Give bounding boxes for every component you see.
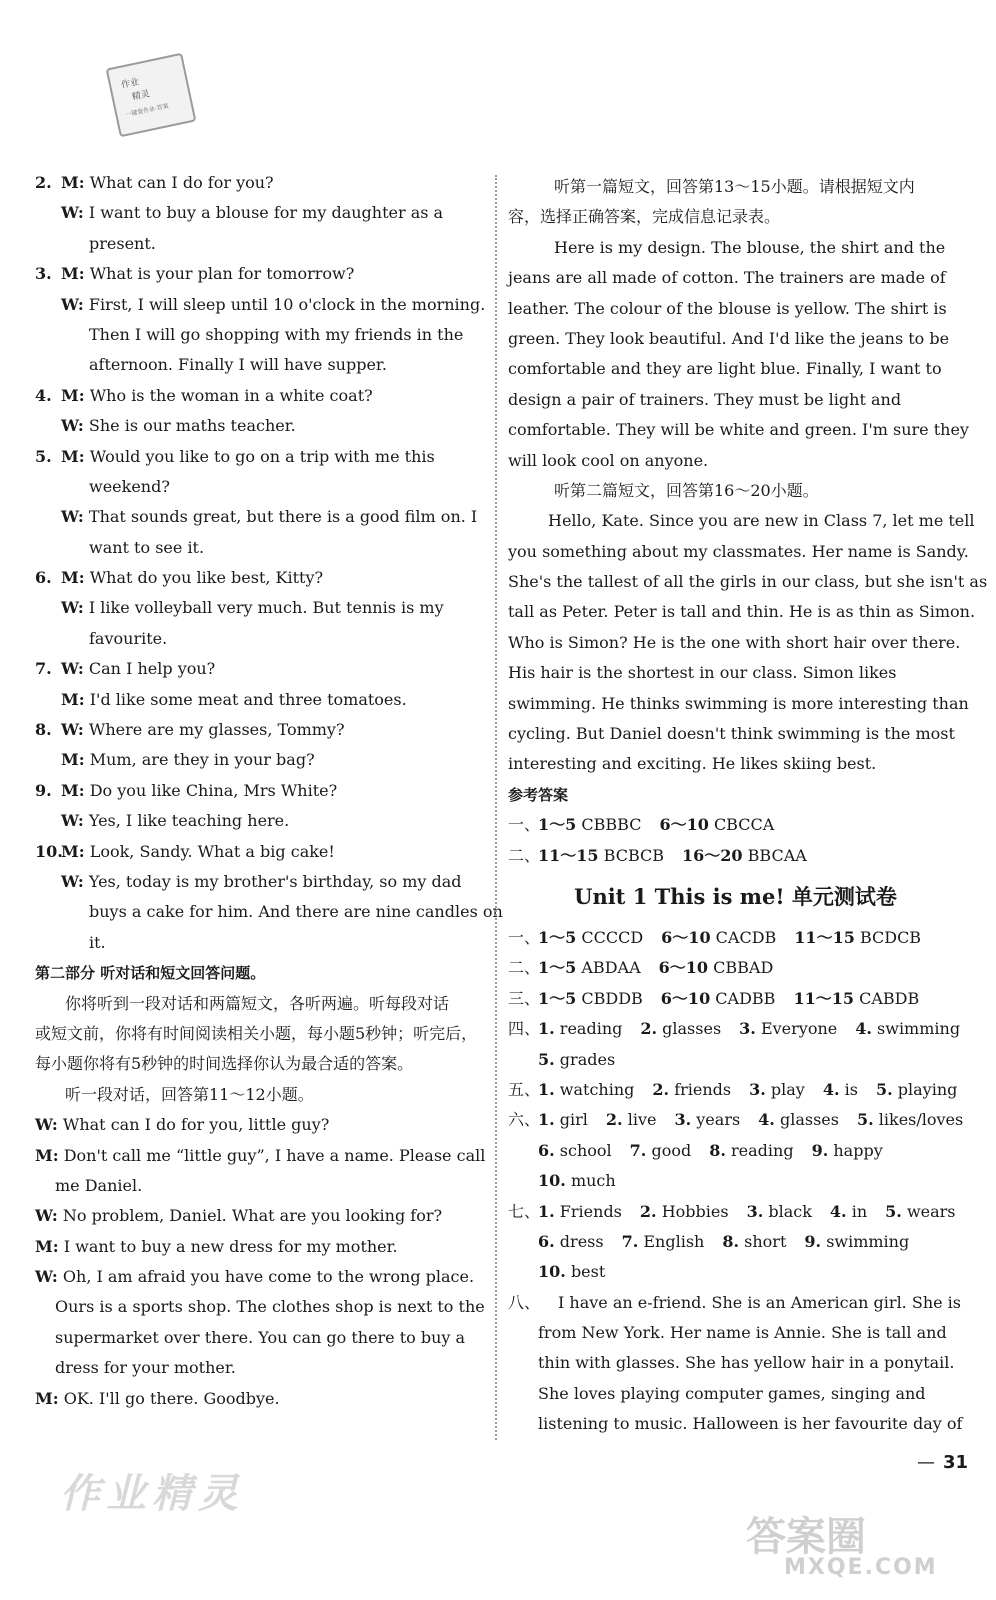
passage-line: His hair is the shortest in our class. Simon likes (508, 663, 897, 683)
intro-line: 或短文前，你将有时间阅读相关小题，每小题5秒钟；听完后， (35, 1023, 478, 1043)
passage-line: cycling. But Daniel doesn't think swimming is the most (508, 724, 955, 744)
answer-value: good (651, 1140, 692, 1160)
item-number: 2. (35, 173, 52, 192)
speaker-tag: W: (61, 871, 84, 891)
answer-section: 二、 (508, 958, 541, 978)
dialogue-line (35, 1384, 483, 1414)
answer-section: 八、 (508, 1292, 541, 1312)
answer-value: ABDAA (581, 958, 641, 978)
item-number: 9. (35, 780, 52, 800)
dialogue-line (35, 229, 483, 259)
answer-value: play (770, 1079, 805, 1099)
speaker-tag: M: (35, 1236, 59, 1256)
line-text: She is our maths teacher. (88, 416, 296, 436)
passage-line: tall as Peter. Peter is tall and thin. He is as thin as Simon. (508, 602, 976, 622)
answer-label: 7. (621, 1231, 639, 1251)
dialogue-line (35, 715, 483, 745)
speaker-tag: M: (61, 841, 85, 861)
passage-heading: 听第一篇短文，回答第13～15小题。请根据短文内 (554, 177, 915, 196)
answer-label: 5. (856, 1110, 874, 1130)
answer-value: likes/loves (878, 1110, 964, 1130)
passage-line: will look cool on anyone. (508, 450, 709, 470)
speaker-tag: W: (61, 507, 84, 527)
passage-line: Hello, Kate. Since you are new in Class 7, let me tell (548, 511, 975, 531)
intro-line: 你将听到一段对话和两篇短文，各听两遍。听每段对话 (65, 993, 450, 1013)
dialogue-line (35, 1292, 483, 1322)
speaker-tag: W: (61, 294, 84, 314)
essay-line (508, 1409, 963, 1439)
answer-value: black (768, 1201, 812, 1221)
passage-line: Here is my design. The blouse, the shirt and the (554, 237, 946, 257)
answer-section: 四、 (508, 1019, 541, 1039)
answer-label: 7. (629, 1140, 647, 1160)
answer-label: 6～10 (661, 927, 711, 947)
answer-label: 3. (749, 1079, 766, 1099)
item-number: 8. (35, 720, 52, 740)
answer-label: 1～5 (538, 958, 577, 978)
page-dash: — (916, 1452, 935, 1473)
dialogue-line (35, 1141, 486, 1171)
answer-range: 6～10 (659, 815, 709, 835)
answer-label: 1. (538, 1019, 555, 1039)
answer-row (508, 1014, 963, 1044)
answer-section: 七、 (508, 1201, 541, 1221)
answer-value: much (570, 1171, 616, 1191)
line-text: What can I do for you? (89, 173, 274, 192)
essay-line (508, 1288, 963, 1318)
dialogue-line (35, 806, 483, 836)
line-text: I want to buy a new dress for my mother. (63, 1236, 398, 1256)
speaker-tag: W: (61, 203, 84, 223)
left-column (35, 168, 503, 1414)
unit-title: Unit 1 This is me! 单元测试卷 (574, 883, 897, 909)
answer-row (508, 1075, 963, 1105)
essay-line (508, 1348, 963, 1378)
passage-line: swimming. He thinks swimming is more interesting than (508, 693, 969, 713)
answer-value: reading (731, 1140, 794, 1160)
answer-label: 3. (674, 1110, 692, 1130)
essay-line (508, 1379, 963, 1409)
speaker-tag: M: (61, 689, 85, 709)
answer-label: 5. (885, 1201, 902, 1221)
dialogue-line (35, 350, 483, 380)
column-divider (495, 175, 497, 1440)
stamp-line2: 精灵 (131, 89, 151, 103)
dialogue-line (35, 776, 483, 806)
answer-label: 10. (538, 1262, 566, 1282)
line-text: Mum, are they in your bag? (89, 750, 315, 770)
answer-value: dress (559, 1231, 604, 1251)
line-text: Would you like to go on a trip with me this (89, 446, 435, 466)
line-text: me Daniel. (55, 1175, 143, 1195)
passage-line: comfortable. They will be white and green. I'm sure they (508, 420, 969, 440)
speaker-tag: M: (61, 780, 85, 800)
dialogue-line (35, 837, 483, 867)
answer-label: 4. (758, 1110, 775, 1130)
answer-value: watching (559, 1079, 635, 1099)
answer-label: 8. (722, 1231, 740, 1251)
passage-heading: 容，选择正确答案，完成信息记录表。 (508, 207, 781, 227)
answer-row (508, 1136, 963, 1166)
dialogue-line (35, 1110, 483, 1140)
page-number-value: 31 (942, 1452, 968, 1473)
dialogue-line (35, 381, 483, 411)
speaker-tag: W: (61, 659, 84, 679)
item-number: 3. (35, 264, 52, 284)
dialogue-line (35, 533, 483, 563)
speaker-tag: M: (35, 1145, 59, 1165)
watermark-bottom: 作业精灵 (60, 1470, 244, 1517)
line-text: Then I will go shopping with my friends in the (89, 324, 464, 344)
item-number: 10. (35, 841, 63, 861)
answer-label: 4. (822, 1079, 840, 1099)
dialogue-line (35, 928, 483, 958)
line-text: Ours is a sports shop. The clothes shop is next to the (55, 1297, 485, 1317)
answer-value: BCDCB (859, 927, 922, 947)
line-text: First, I will sleep until 10 o'clock in the morning. (88, 294, 486, 314)
essay-text: I have an e-friend. She is an American girl. She is (558, 1292, 961, 1312)
answer-label: 2. (639, 1201, 657, 1221)
answer-key-title: 参考答案 (508, 785, 569, 804)
answer-label: 2. (640, 1019, 658, 1039)
watermark-logo-top: 答案圈 (746, 1514, 866, 1560)
answer-label: 1～5 (538, 988, 577, 1008)
dialogue-line (35, 1353, 483, 1383)
line-text: Do you like China, Mrs White? (89, 780, 338, 800)
answer-value: CADBB (715, 988, 776, 1008)
answer-row (508, 984, 963, 1014)
line-text: I like volleyball very much. But tennis is my (88, 598, 444, 618)
answer-row (508, 1197, 963, 1227)
answer-label: 2. (652, 1079, 670, 1099)
answer-label: 5. (538, 1049, 555, 1069)
speaker-tag: W: (61, 598, 84, 618)
essay-text: She loves playing computer games, singing and (538, 1383, 926, 1403)
answer-section: 二、 (508, 845, 541, 865)
speaker-tag: W: (61, 811, 84, 831)
answer-value: grades (559, 1049, 616, 1069)
speaker-tag: M: (61, 750, 85, 770)
essay-text: listening to music. Halloween is her favourite day of (538, 1414, 963, 1434)
answer-value: swimming (877, 1019, 961, 1039)
answer-value: live (627, 1110, 657, 1130)
answer-row (508, 1257, 963, 1287)
answer-value: Friends (559, 1201, 622, 1221)
answer-value: CCCCD (581, 927, 644, 947)
dialogue-line (35, 320, 483, 350)
answer-range: 11～15 (538, 845, 599, 865)
dialogue-line (35, 1201, 483, 1231)
line-text: Yes, today is my brother's birthday, so my dad (88, 871, 462, 891)
dialogue-line (35, 1323, 483, 1353)
line-text: present. (89, 233, 156, 253)
answer-label: 1. (538, 1110, 555, 1130)
answer-label: 4. (855, 1019, 872, 1039)
dialogue-line (35, 593, 483, 623)
dialogue-line (35, 259, 483, 289)
line-text: No problem, Daniel. What are you looking for? (62, 1206, 443, 1226)
answer-value: happy (833, 1140, 883, 1160)
dialogue-line (35, 867, 483, 897)
speaker-tag: M: (61, 264, 85, 284)
speaker-tag: M: (35, 1388, 59, 1408)
passage-line: you something about my classmates. Her name is Sandy. (508, 541, 969, 561)
answer-value: Hobbies (661, 1201, 729, 1221)
stamp-logo (106, 53, 197, 138)
answer-label: 6～10 (658, 958, 709, 978)
line-text: favourite. (89, 628, 168, 648)
line-text: want to see it. (89, 537, 205, 557)
passage-heading: 听第二篇短文，回答第16～20小题。 (554, 480, 819, 500)
line-text: afternoon. Finally I will have supper. (89, 355, 387, 375)
answer-label: 4. (829, 1201, 847, 1221)
watermark-logo-bottom: MXQE.COM (784, 1555, 938, 1580)
dialog-heading: 听一段对话，回答第11～12小题。 (65, 1084, 314, 1104)
essay-line (508, 1318, 963, 1348)
line-text: it. (89, 932, 106, 952)
speaker-tag: W: (35, 1267, 58, 1287)
answer-value: CACDB (715, 927, 777, 947)
dialogue-line (35, 290, 486, 320)
answer-range: 16～20 (682, 845, 743, 865)
dialogue-line (35, 1262, 483, 1292)
line-text: OK. I'll go there. Goodbye. (63, 1388, 280, 1408)
speaker-tag: W: (61, 720, 84, 740)
intro-line: 每小题你将有5秒钟的时间选择你认为最合适的答案。 (35, 1054, 414, 1074)
answer-label: 6～10 (660, 988, 711, 1008)
answer-label: 5. (875, 1079, 893, 1099)
line-text: That sounds great, but there is a good film on. I (88, 507, 478, 527)
passage-line: design a pair of trainers. They must be light and (508, 389, 902, 409)
right-column (508, 172, 988, 1440)
section-title: 第二部分 听对话和短文回答问题。 (35, 964, 266, 983)
line-text: I want to buy a blouse for my daughter as a (88, 203, 444, 223)
answer-label: 1. (538, 1201, 555, 1221)
passage-line: comfortable and they are light blue. Finally, I want to (508, 359, 942, 379)
dialogue-line (35, 502, 483, 532)
passage-line: leather. The colour of the blouse is yellow. The shirt is (508, 298, 947, 318)
answer-value: glasses (662, 1019, 722, 1039)
dialogue-line (35, 198, 483, 228)
answer-label: 1～5 (538, 927, 577, 947)
line-text: weekend? (89, 476, 170, 496)
dialogue-line (35, 745, 483, 775)
answer-row (508, 953, 963, 983)
line-text: supermarket over there. You can go there to buy a (55, 1327, 466, 1347)
dialogue-line (35, 654, 483, 684)
line-text: What do you like best, Kitty? (89, 568, 324, 588)
answer-value: BBCAA (747, 845, 807, 865)
speaker-tag: W: (35, 1206, 58, 1226)
speaker-tag: W: (35, 1115, 58, 1135)
answer-section: 三、 (508, 988, 541, 1008)
dialogue-line (35, 1171, 483, 1201)
answer-label: 3. (746, 1201, 764, 1221)
answer-label: 2. (605, 1110, 623, 1130)
dialogue-line (35, 624, 483, 654)
line-text: Oh, I am afraid you have come to the wrong place. (62, 1267, 475, 1287)
line-text: Who is the woman in a white coat? (89, 385, 373, 405)
dialogue-line (35, 897, 503, 927)
answer-value: playing (897, 1079, 958, 1099)
dialogue-line (35, 685, 483, 715)
answer-row (508, 1045, 963, 1075)
answer-value: CBCCA (713, 815, 775, 835)
answer-value: swimming (826, 1231, 910, 1251)
answer-value: CBDDB (581, 988, 643, 1008)
line-text: Look, Sandy. What a big cake! (89, 841, 335, 861)
answer-section: 五、 (508, 1079, 541, 1099)
speaker-tag: M: (61, 446, 85, 466)
line-text: dress for your mother. (55, 1358, 236, 1378)
item-number: 6. (35, 568, 52, 588)
answer-row (508, 841, 963, 871)
passage-line: jeans are all made of cotton. The trainers are made of (508, 268, 946, 288)
answer-value: is (844, 1079, 858, 1099)
answer-label: 6. (538, 1231, 555, 1251)
speaker-tag: M: (61, 173, 85, 192)
answer-label: 10. (538, 1171, 566, 1191)
item-number: 5. (35, 446, 52, 466)
dialogue-line (35, 472, 483, 502)
answer-value: short (744, 1231, 787, 1251)
answer-value: reading (559, 1019, 623, 1039)
answer-value: girl (559, 1110, 588, 1130)
passage-line: She's the tallest of all the girls in our class, but she isn't as (508, 572, 988, 592)
answer-section: 一、 (508, 927, 541, 947)
answer-value: school (559, 1140, 612, 1160)
dialogue-line (35, 442, 483, 472)
answer-value: English (643, 1231, 705, 1251)
line-text: Yes, I like teaching here. (88, 811, 290, 831)
passage-line: green. They look beautiful. And I'd like the jeans to be (508, 328, 950, 348)
essay-text: from New York. Her name is Annie. She is tall and (538, 1323, 947, 1343)
answer-label: 3. (739, 1019, 756, 1039)
answer-value: Everyone (760, 1019, 838, 1039)
stamp-line1: 作业 (120, 77, 141, 91)
answer-value: wears (906, 1201, 956, 1221)
speaker-tag: M: (61, 385, 85, 405)
answer-row (508, 1105, 963, 1135)
passage-line: interesting and exciting. He likes skiing best. (508, 754, 877, 774)
answer-label: 11～15 (794, 927, 855, 947)
dialogue-line (35, 1232, 483, 1262)
line-text: What can I do for you, little guy? (62, 1115, 330, 1135)
answer-label: 9. (811, 1140, 829, 1160)
answer-value: glasses (779, 1110, 839, 1130)
answer-value: CBBAD (713, 958, 774, 978)
answer-value: CABDB (859, 988, 920, 1008)
line-text: I'd like some meat and three tomatoes. (89, 689, 407, 709)
answer-value: in (851, 1201, 868, 1221)
page-number (917, 1452, 968, 1473)
watermark-logo (746, 1505, 966, 1595)
answer-value: best (570, 1262, 606, 1282)
answer-section: 一、 (508, 815, 541, 835)
item-number: 7. (35, 659, 52, 679)
line-text: Can I help you? (88, 659, 216, 679)
dialogue-line (35, 411, 483, 441)
speaker-tag: W: (61, 416, 84, 436)
answer-row (508, 923, 963, 953)
answer-range: 1～5 (538, 815, 577, 835)
answer-label: 8. (709, 1140, 726, 1160)
answer-row (508, 1166, 963, 1196)
line-text: What is your plan for tomorrow? (89, 264, 355, 284)
answer-label: 9. (804, 1231, 822, 1251)
line-text: Where are my glasses, Tommy? (88, 720, 345, 740)
answer-label: 11～15 (793, 988, 854, 1008)
answer-row (508, 810, 963, 840)
answer-row (508, 1227, 963, 1257)
line-text: buys a cake for him. And there are nine candles on (89, 902, 503, 922)
speaker-tag: M: (61, 568, 85, 588)
answer-value: years (696, 1110, 741, 1130)
answer-label: 1. (538, 1079, 555, 1099)
answer-value: friends (674, 1079, 732, 1099)
dialogue-line (35, 563, 483, 593)
answer-value: BCBCB (603, 845, 664, 865)
dialogue-line (35, 168, 483, 198)
answer-label: 6. (538, 1140, 555, 1160)
passage-line: Who is Simon? He is the one with short hair over there. (508, 632, 961, 652)
stamp-line3: 一键查作业·答案 (124, 102, 170, 119)
item-number: 4. (35, 385, 52, 405)
line-text: Don't call me “little guy”, I have a name. Please call (63, 1145, 486, 1165)
answer-section: 六、 (508, 1110, 541, 1130)
essay-text: thin with glasses. She has yellow hair in a ponytail. (538, 1353, 955, 1373)
answer-value: CBBBC (581, 815, 642, 835)
